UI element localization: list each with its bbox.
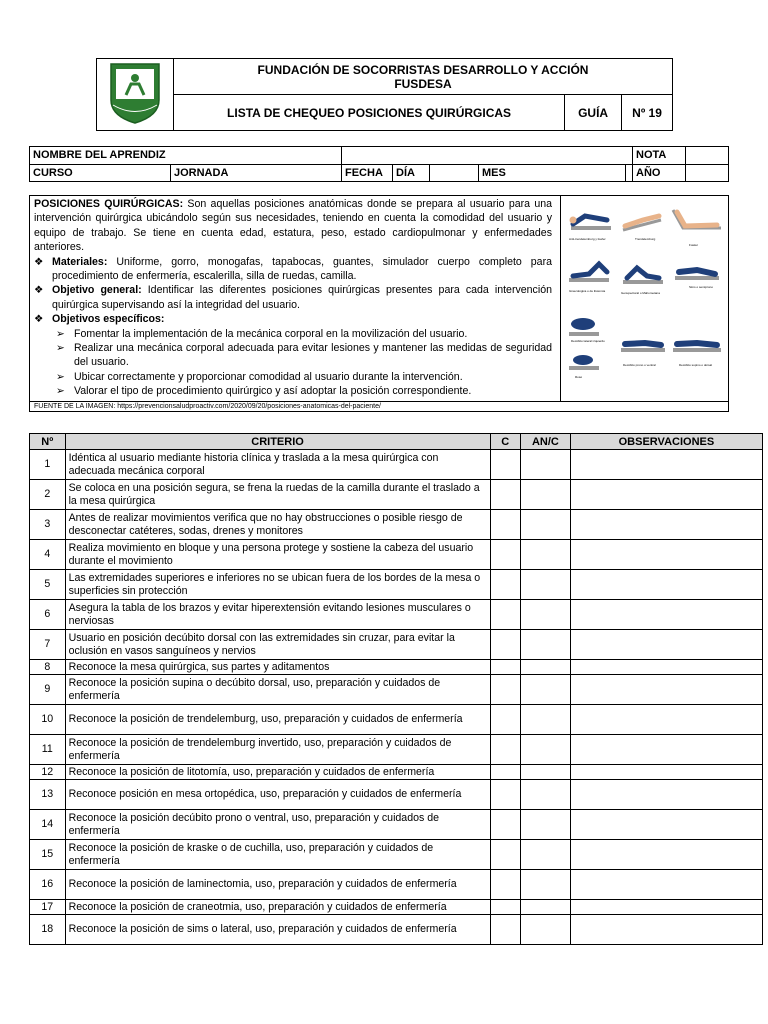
- criteria-row: [30, 450, 763, 480]
- day-field[interactable]: [430, 164, 479, 182]
- org-name-cell: [173, 59, 672, 95]
- student-info-table: [29, 146, 729, 182]
- figure-3: [673, 210, 721, 247]
- criterion-text: Reconoce la posición de kraske o de cuchilla, uso, preparación y cuidados de enfermería: [65, 840, 490, 870]
- caption-8: Decúbito prono o ventral: [623, 363, 656, 367]
- observations-cell[interactable]: [570, 660, 762, 675]
- criterion-number: 11: [30, 735, 66, 765]
- check-anc-cell[interactable]: [521, 480, 571, 510]
- check-c-cell[interactable]: [490, 840, 520, 870]
- check-c-cell[interactable]: [490, 765, 520, 780]
- arrow-bullet-icon: ➢: [56, 342, 65, 355]
- caption-2: Trendelemburg: [635, 237, 656, 241]
- observations-cell[interactable]: [570, 480, 762, 510]
- check-anc-cell[interactable]: [521, 570, 571, 600]
- criterion-number: 7: [30, 630, 66, 660]
- document-header: [96, 58, 673, 131]
- criterion-text: Realiza movimiento en bloque y una persona protege y sostiene la cabeza del usuario durante el movimiento: [65, 540, 490, 570]
- col-c-header: C: [490, 434, 520, 450]
- criterion-text: Reconoce la posición de litotomía, uso, preparación y cuidados de enfermería: [65, 765, 490, 780]
- figure-10: [569, 355, 599, 379]
- specific-objectives-title: Objetivos específicos:: [52, 313, 165, 326]
- materials-title: Materiales:: [52, 255, 108, 268]
- check-c-cell[interactable]: [490, 660, 520, 675]
- check-c-cell[interactable]: [490, 600, 520, 630]
- caption-1: Anti-trendelemburg y fowler: [569, 237, 606, 241]
- check-c-cell[interactable]: [490, 630, 520, 660]
- criteria-row: [30, 900, 763, 915]
- info-text: [34, 197, 552, 399]
- observations-cell[interactable]: [570, 510, 762, 540]
- criteria-header-row: [30, 434, 763, 450]
- criteria-row: [30, 870, 763, 900]
- materials-item: [34, 255, 552, 284]
- observations-cell[interactable]: [570, 900, 762, 915]
- criteria-row: [30, 765, 763, 780]
- check-c-cell[interactable]: [490, 675, 520, 705]
- criterion-number: 6: [30, 600, 66, 630]
- guide-number: Nº 19: [622, 95, 673, 131]
- check-c-cell[interactable]: [490, 915, 520, 945]
- specific-objective: ➢ Fomentar la implementación de la mecánica corporal en la movilización del usuario.: [56, 327, 468, 340]
- check-c-cell[interactable]: [490, 450, 520, 480]
- observations-cell[interactable]: [570, 540, 762, 570]
- general-objective-title: Objetivo general:: [52, 284, 142, 297]
- observations-cell[interactable]: [570, 675, 762, 705]
- figure-1: [569, 216, 611, 241]
- observations-cell[interactable]: [570, 765, 762, 780]
- observations-cell[interactable]: [570, 570, 762, 600]
- diamond-bullet-icon: ❖: [34, 284, 44, 297]
- check-anc-cell[interactable]: [521, 840, 571, 870]
- figure-7: [569, 318, 605, 343]
- caption-5: Genupectoral o Mahometana: [621, 291, 660, 295]
- criteria-row: [30, 780, 763, 810]
- doc-title: LISTA DE CHEQUEO POSICIONES QUIRÚRGICAS: [173, 95, 564, 131]
- intro-title: POSICIONES QUIRÚRGICAS:: [34, 198, 184, 210]
- criteria-row: [30, 540, 763, 570]
- arrow-bullet-icon: ➢: [56, 385, 65, 398]
- col-observations-header: OBSERVACIONES: [570, 434, 762, 450]
- check-c-cell[interactable]: [490, 900, 520, 915]
- criterion-text: Reconoce la posición decúbito prono o ventral, uso, preparación y cuidados de enfermería: [65, 810, 490, 840]
- check-anc-cell[interactable]: [521, 705, 571, 735]
- year-label: AÑO: [633, 164, 686, 182]
- check-anc-cell[interactable]: [521, 735, 571, 765]
- criterion-text: Reconoce posición en mesa ortopédica, uso, preparación y cuidados de enfermería: [65, 780, 490, 810]
- criterion-text: Usuario en posición decúbito dorsal con las extremidades sin cruzar, para evitar la oclusión en vasos sanguíneos y nervios: [65, 630, 490, 660]
- intro-paragraph: [34, 197, 552, 255]
- observations-cell[interactable]: [570, 810, 762, 840]
- criteria-row: [30, 570, 763, 600]
- general-objective-item: [34, 283, 552, 312]
- day-label: DÍA: [393, 164, 430, 182]
- figure-9: [673, 343, 721, 367]
- figure-2: [623, 216, 661, 241]
- check-c-cell[interactable]: [490, 510, 520, 540]
- observations-cell[interactable]: [570, 915, 762, 945]
- figure-8: [621, 343, 665, 367]
- criteria-row: [30, 840, 763, 870]
- criterion-text: Reconoce la posición de sims o lateral, uso, preparación y cuidados de enfermería: [65, 915, 490, 945]
- caption-9: Decúbito supino o dorsal: [679, 363, 713, 367]
- criteria-row: [30, 705, 763, 735]
- diamond-bullet-icon: ❖: [34, 255, 44, 268]
- year-field[interactable]: [686, 164, 729, 182]
- criteria-row: [30, 510, 763, 540]
- figure-5: [621, 268, 663, 295]
- criteria-row: [30, 630, 763, 660]
- intro-text: Son aquellas posiciones anatómicas donde se prepara al usuario para una intervención quirúrgica ubicándolo según sus necesidades, teniendo en cuenta la comodidad del usuario y equipo de trabajo. Se tiene en cuenta edad, estatura, peso, estado cardiopulmonar y enfermedades anteriores.: [34, 198, 552, 254]
- col-number-header: Nº: [30, 434, 66, 450]
- criteria-table: [29, 433, 763, 945]
- criteria-row: [30, 675, 763, 705]
- check-anc-cell[interactable]: [521, 900, 571, 915]
- check-c-cell[interactable]: [490, 540, 520, 570]
- check-c-cell[interactable]: [490, 870, 520, 900]
- check-anc-cell[interactable]: [521, 540, 571, 570]
- org-name-line2: FUSDESA: [394, 76, 452, 91]
- criterion-number: 14: [30, 810, 66, 840]
- arrow-bullet-icon: ➢: [56, 327, 65, 340]
- check-anc-cell[interactable]: [521, 810, 571, 840]
- name-field[interactable]: [342, 147, 633, 165]
- general-objective-text: Identificar las diferentes posiciones quirúrgicas presentes para cada intervención quirúrgica supervisando así la integridad del usuario.: [52, 284, 552, 311]
- check-anc-cell[interactable]: [521, 510, 571, 540]
- criteria-row: [30, 600, 763, 630]
- specific-objective: ➢ Ubicar correctamente y proporcionar comodidad al usuario durante la intervención.: [56, 370, 463, 383]
- criterion-number: 2: [30, 480, 66, 510]
- check-anc-cell[interactable]: [521, 660, 571, 675]
- criterion-number: 16: [30, 870, 66, 900]
- figure-6: [675, 270, 719, 289]
- observations-cell[interactable]: [570, 735, 762, 765]
- guide-label: GUÍA: [565, 95, 622, 131]
- caption-6: Sims o semiprono: [689, 285, 714, 289]
- fusdesa-logo: [99, 60, 171, 126]
- image-source: FUENTE DE LA IMAGEN: https://prevencionsaludproactiv.com/2020/09/20/posiciones-anatomicas-del-paciente/: [30, 401, 728, 411]
- check-c-cell[interactable]: [490, 705, 520, 735]
- month-label: MES: [479, 164, 626, 182]
- criteria-row: [30, 660, 763, 675]
- positions-illustration: [561, 196, 731, 401]
- check-c-cell[interactable]: [490, 570, 520, 600]
- logo-cell: [97, 59, 174, 131]
- criterion-text: Reconoce la posición de trendelemburg, uso, preparación y cuidados de enfermería: [65, 705, 490, 735]
- criterion-number: 18: [30, 915, 66, 945]
- criterion-number: 17: [30, 900, 66, 915]
- criterion-text: Reconoce la posición de craneotmia, uso, preparación y cuidados de enfermería: [65, 900, 490, 915]
- observations-cell[interactable]: [570, 450, 762, 480]
- diamond-bullet-icon: ❖: [34, 313, 44, 326]
- criterion-number: 10: [30, 705, 66, 735]
- caption-10: Rosé: [575, 375, 583, 379]
- check-anc-cell[interactable]: [521, 675, 571, 705]
- materials-text: Uniforme, gorro, monogafas, tapabocas, guantes, simulador cuerpo completo para procedimiento de enfermería, escalerilla, silla de ruedas, camilla.: [52, 255, 552, 283]
- month-field[interactable]: [626, 164, 633, 182]
- criterion-number: 4: [30, 540, 66, 570]
- criteria-row: [30, 915, 763, 945]
- check-anc-cell[interactable]: [521, 600, 571, 630]
- check-anc-cell[interactable]: [521, 915, 571, 945]
- check-c-cell[interactable]: [490, 735, 520, 765]
- criterion-number: 3: [30, 510, 66, 540]
- criterion-number: 9: [30, 675, 66, 705]
- observations-cell[interactable]: [570, 705, 762, 735]
- name-label: NOMBRE DEL APRENDIZ: [30, 147, 342, 165]
- caption-7: Decúbito lateral izquierdo: [571, 339, 605, 343]
- check-c-cell[interactable]: [490, 780, 520, 810]
- course-label: CURSO: [30, 164, 171, 182]
- info-box: [29, 195, 729, 412]
- observations-cell[interactable]: [570, 600, 762, 630]
- grade-label: NOTA: [633, 147, 686, 165]
- col-criterion-header: CRITERIO: [65, 434, 490, 450]
- check-anc-cell[interactable]: [521, 450, 571, 480]
- arrow-bullet-icon: ➢: [56, 370, 65, 383]
- criterion-number: 1: [30, 450, 66, 480]
- caption-4: Ginecológica o de litotomía: [569, 289, 606, 293]
- criterion-number: 13: [30, 780, 66, 810]
- specific-objective: ➢ Valorar el tipo de procedimiento quirúrgico y así adoptar la posición correspondiente.: [56, 385, 472, 398]
- criterion-text: Asegura la tabla de los brazos y evitar hiperextensión evitando lesiones musculares o nerviosas: [65, 600, 490, 630]
- specific-objective: ➢ Realizar una mecánica corporal adecuada para evitar lesiones y mantener las medidas de seguridad del usuario.: [56, 342, 552, 369]
- check-c-cell[interactable]: [490, 480, 520, 510]
- observations-cell[interactable]: [570, 840, 762, 870]
- col-anc-header: AN/C: [521, 434, 571, 450]
- check-anc-cell[interactable]: [521, 780, 571, 810]
- criterion-number: 5: [30, 570, 66, 600]
- specific-objectives-item: [34, 312, 552, 326]
- criteria-row: [30, 480, 763, 510]
- criteria-row: [30, 735, 763, 765]
- criterion-text: Se coloca en una posición segura, se frena la ruedas de la camilla durante el traslado a la mesa quirúrgica: [65, 480, 490, 510]
- check-anc-cell[interactable]: [521, 630, 571, 660]
- criterion-text: Idéntica al usuario mediante historia clínica y traslada a la mesa quirúrgica con adecuada mecánica corporal: [65, 450, 490, 480]
- date-label: FECHA: [342, 164, 393, 182]
- caption-3: Fowler: [689, 243, 699, 247]
- criteria-row: [30, 810, 763, 840]
- criterion-number: 8: [30, 660, 66, 675]
- observations-cell[interactable]: [570, 870, 762, 900]
- surgical-positions-image: [560, 196, 731, 401]
- check-anc-cell[interactable]: [521, 765, 571, 780]
- criterion-text: Las extremidades superiores e inferiores no se ubican fuera de los bordes de la mesa o superficies sin protección: [65, 570, 490, 600]
- criterion-number: 15: [30, 840, 66, 870]
- check-anc-cell[interactable]: [521, 870, 571, 900]
- grade-field[interactable]: [686, 147, 729, 165]
- criterion-text: Reconoce la posición de laminectomia, uso, preparación y cuidados de enfermería: [65, 870, 490, 900]
- figure-4: [569, 264, 609, 293]
- observations-cell[interactable]: [570, 780, 762, 810]
- check-c-cell[interactable]: [490, 810, 520, 840]
- org-name-line1: FUNDACIÓN DE SOCORRISTAS DESARROLLO Y ACCIÓN: [257, 62, 589, 77]
- criterion-text: Reconoce la posición de trendelemburg invertido, uso, preparación y cuidados de enfermería: [65, 735, 490, 765]
- observations-cell[interactable]: [570, 630, 762, 660]
- criterion-text: Reconoce la mesa quirúrgica, sus partes y aditamentos: [65, 660, 490, 675]
- criterion-number: 12: [30, 765, 66, 780]
- criterion-text: Reconoce la posición supina o decúbito dorsal, uso, preparación y cuidados de enfermería: [65, 675, 490, 705]
- criterion-text: Antes de realizar movimientos verifica que no hay obstrucciones o posible riesgo de desconectar catéteres, sodas, drenes y monitores: [65, 510, 490, 540]
- shift-label: JORNADA: [171, 164, 342, 182]
